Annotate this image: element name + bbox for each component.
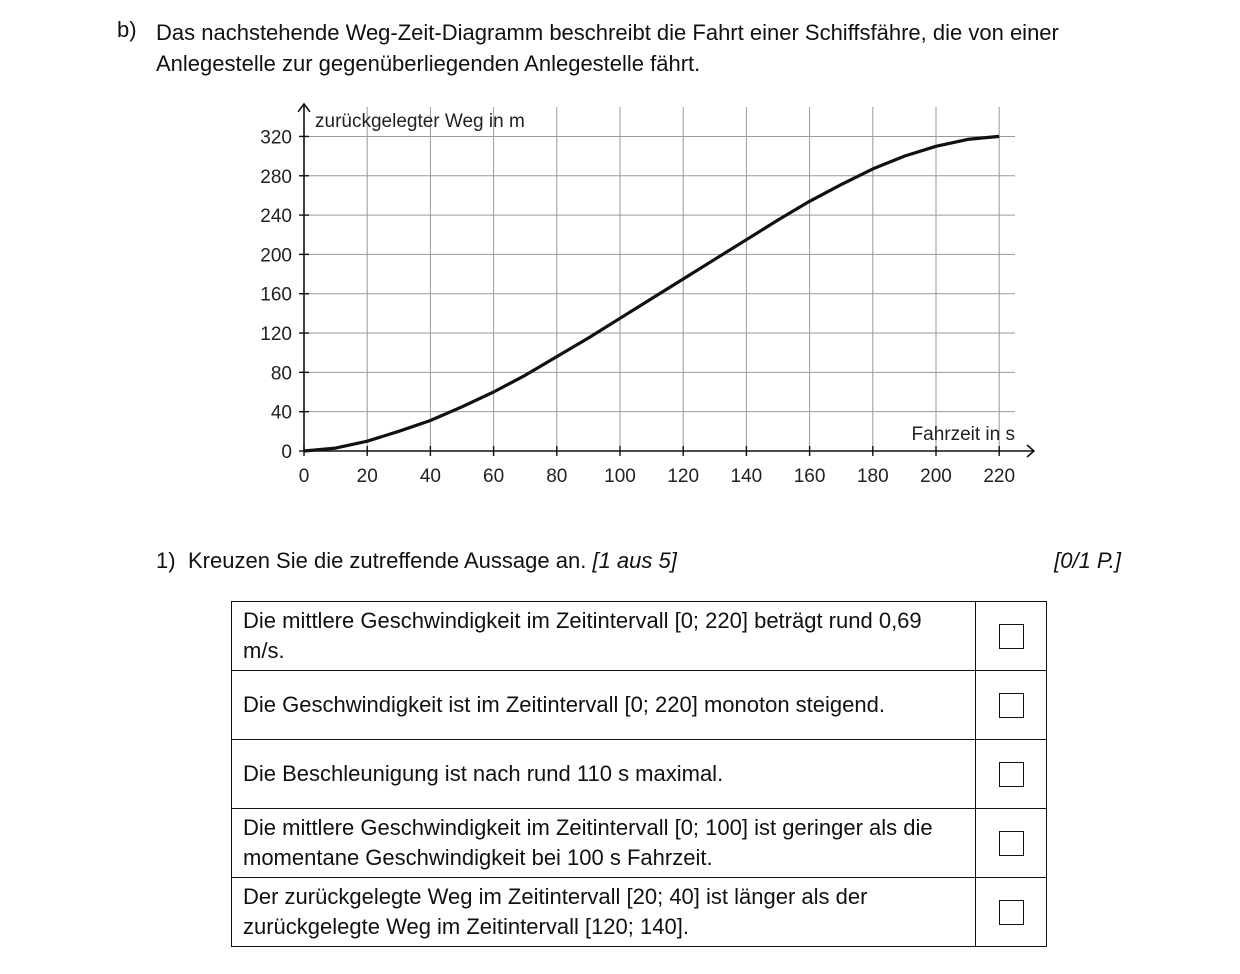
x-tick-label: 0 (298, 466, 310, 487)
option-row (232, 602, 1047, 671)
option-row (232, 878, 1047, 947)
option-checkbox[interactable] (999, 900, 1024, 925)
y-tick-label: 80 (270, 363, 292, 385)
x-tick-label: 40 (419, 466, 441, 487)
x-tick-label: 180 (856, 466, 889, 487)
y-tick-label: 160 (260, 284, 292, 306)
option-text: Die Beschleunigung ist nach rund 110 s maximal. (232, 740, 976, 809)
option-text: Die Geschwindigkeit ist im Zeitintervall [0; 220] monoton steigend. (232, 671, 976, 740)
option-row (232, 809, 1047, 878)
grid (304, 107, 1015, 451)
task-instruction (188, 548, 677, 574)
y-tick-label: 40 (270, 402, 292, 424)
points-label: [0/1 P.] (1054, 548, 1121, 573)
option-checkbox-cell (976, 671, 1047, 740)
x-tick-label: 200 (920, 466, 952, 487)
option-checkbox-cell (976, 740, 1047, 809)
intro-text: Das nachstehende Weg-Zeit-Diagramm beschreibt die Fahrt einer Schiffsfähre, die von einer Anlegestelle zur gegenüberliegenden Anlegestelle fährt. (156, 20, 1059, 76)
y-tick-label: 240 (260, 206, 292, 228)
option-checkbox[interactable] (999, 624, 1024, 649)
task-number: 1) (156, 548, 176, 573)
option-text: Die mittlere Geschwindigkeit im Zeitintervall [0; 100] ist geringer als die momentane Geschwindigkeit bei 100 s Fahrzeit. (232, 809, 976, 878)
y-tick-label: 120 (260, 324, 292, 346)
x-tick-label: 120 (667, 466, 700, 487)
option-checkbox[interactable] (999, 831, 1024, 856)
x-tick-label: 20 (356, 466, 378, 487)
y-tick-label: 280 (260, 166, 292, 188)
x-tick-label: 220 (983, 466, 1016, 487)
y-axis-label: zurückgelegter Weg in m (315, 111, 525, 132)
task-hint: [1 aus 5] (592, 548, 677, 573)
y-tick-label: 200 (260, 245, 292, 267)
x-tick-label: 160 (793, 466, 826, 487)
task-text: Kreuzen Sie die zutreffende Aussage an. (188, 548, 587, 573)
option-checkbox-cell (976, 878, 1047, 947)
x-tick-label: 80 (546, 466, 568, 487)
option-checkbox[interactable] (999, 693, 1024, 718)
option-text: Die mittlere Geschwindigkeit im Zeitintervall [0; 220] beträgt rund 0,69 m/s. (232, 602, 976, 671)
x-tick-label: 140 (730, 466, 763, 487)
option-checkbox[interactable] (999, 762, 1024, 787)
y-tick-label: 0 (281, 442, 292, 463)
part-label: b) (117, 17, 137, 42)
multiple-choice-table (231, 601, 1047, 947)
y-tick-label: 320 (260, 127, 292, 149)
option-row (232, 740, 1047, 809)
option-row (232, 671, 1047, 740)
option-checkbox-cell (976, 809, 1047, 878)
option-text: Der zurückgelegte Weg im Zeitintervall [20; 40] ist länger als der zurückgelegte Weg im Zeitintervall [120; 140]. (232, 878, 976, 947)
option-checkbox-cell (976, 602, 1047, 671)
x-axis-label: Fahrzeit in s (911, 424, 1015, 445)
axes (298, 104, 1034, 457)
x-tick-label: 100 (604, 466, 636, 487)
x-tick-label: 60 (483, 466, 505, 487)
